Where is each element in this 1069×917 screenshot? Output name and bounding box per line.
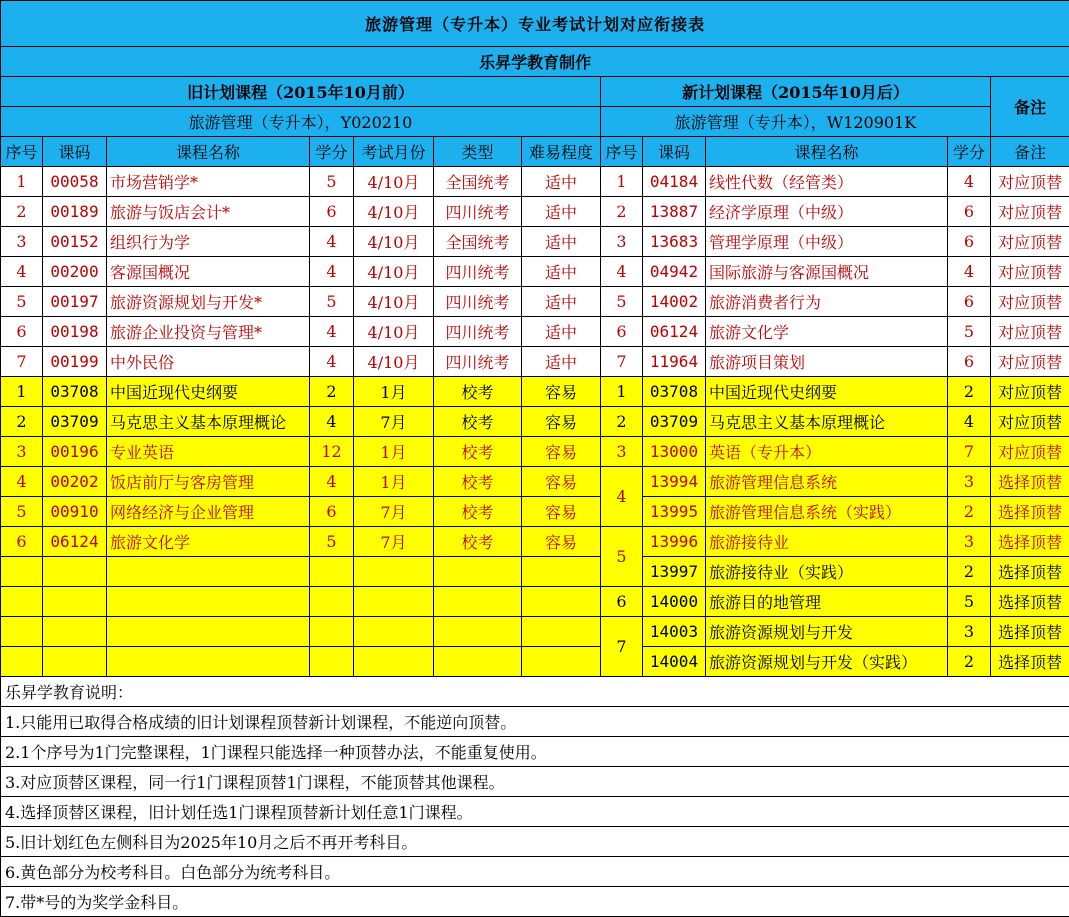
page-subtitle: 乐昇学教育制作 — [1, 47, 1069, 77]
old-code: 00200 — [43, 257, 107, 287]
old-seq — [1, 617, 43, 647]
table-row — [1, 617, 1069, 647]
note-row — [1, 797, 1069, 827]
old-credits — [310, 557, 354, 587]
new-code: 13997 — [643, 557, 706, 587]
old-course-name: 旅游企业投资与管理* — [107, 317, 310, 347]
remark-cell: 选择顶替 — [991, 467, 1069, 497]
new-seq: 4 — [601, 467, 643, 527]
old-code — [43, 617, 107, 647]
remark-cell: 选择顶替 — [991, 497, 1069, 527]
old-code — [43, 557, 107, 587]
old-exam-month — [354, 587, 434, 617]
old-seq: 5 — [1, 497, 43, 527]
old-type: 校考 — [434, 467, 522, 497]
old-seq — [1, 557, 43, 587]
old-code: 00197 — [43, 287, 107, 317]
old-credits: 12 — [310, 437, 354, 467]
new-credits: 6 — [948, 287, 991, 317]
old-seq: 4 — [1, 257, 43, 287]
old-course-name: 中外民俗 — [107, 347, 310, 377]
old-type: 校考 — [434, 497, 522, 527]
table-row — [1, 407, 1069, 437]
old-code — [43, 647, 107, 677]
old-code: 00189 — [43, 197, 107, 227]
table-row — [1, 257, 1069, 287]
note-row — [1, 887, 1069, 917]
note-item: 4.选择顶替区课程，旧计划任选1门课程顶替新计划任意1门课程。 — [1, 797, 1069, 827]
old-seq: 6 — [1, 317, 43, 347]
new-code: 13000 — [643, 437, 706, 467]
old-course-name: 旅游资源规划与开发* — [107, 287, 310, 317]
new-course-name: 旅游文化学 — [706, 317, 948, 347]
old-exam-month: 4/10月 — [354, 257, 434, 287]
old-exam-month — [354, 647, 434, 677]
old-credits: 4 — [310, 317, 354, 347]
note-item: 3.对应顶替区课程，同一行1门课程顶替1门课程，不能顶替其他课程。 — [1, 767, 1069, 797]
old-type: 四川统考 — [434, 347, 522, 377]
old-exam-month: 7月 — [354, 527, 434, 557]
old-difficulty: 适中 — [522, 167, 601, 197]
old-difficulty: 适中 — [522, 197, 601, 227]
old-seq: 4 — [1, 467, 43, 497]
table-row — [1, 347, 1069, 377]
old-credits: 5 — [310, 167, 354, 197]
note-item: 7.带*号的为奖学金科目。 — [1, 887, 1069, 917]
old-credits: 6 — [310, 197, 354, 227]
table-row — [1, 377, 1069, 407]
old-plan-header: 旧计划课程（2015年10月前） — [1, 77, 601, 107]
old-type: 校考 — [434, 527, 522, 557]
new-plan-header: 新计划课程（2015年10月后） — [601, 77, 991, 107]
new-code: 04184 — [643, 167, 706, 197]
old-exam-month: 4/10月 — [354, 167, 434, 197]
col-header: 序号 — [601, 137, 643, 167]
new-course-name: 旅游管理信息系统 — [706, 467, 948, 497]
new-course-name: 中国近现代史纲要 — [706, 377, 948, 407]
old-seq: 1 — [1, 377, 43, 407]
old-type: 全国统考 — [434, 227, 522, 257]
new-course-name: 旅游接待业 — [706, 527, 948, 557]
old-exam-month: 1月 — [354, 377, 434, 407]
old-code: 00199 — [43, 347, 107, 377]
old-code: 00152 — [43, 227, 107, 257]
new-course-name: 旅游管理信息系统（实践） — [706, 497, 948, 527]
note-row — [1, 707, 1069, 737]
note-row — [1, 767, 1069, 797]
col-header: 课码 — [43, 137, 107, 167]
old-exam-month: 4/10月 — [354, 347, 434, 377]
new-credits: 2 — [948, 557, 991, 587]
new-code: 11964 — [643, 347, 706, 377]
old-exam-month: 1月 — [354, 467, 434, 497]
old-type: 校考 — [434, 437, 522, 467]
old-code: 00058 — [43, 167, 107, 197]
old-difficulty: 适中 — [522, 257, 601, 287]
table-row — [1, 317, 1069, 347]
col-header: 课程名称 — [107, 137, 310, 167]
remark-cell: 对应顶替 — [991, 437, 1069, 467]
new-credits: 4 — [948, 407, 991, 437]
new-code: 14002 — [643, 287, 706, 317]
new-credits: 2 — [948, 647, 991, 677]
old-difficulty — [522, 587, 601, 617]
old-type — [434, 617, 522, 647]
old-difficulty — [522, 557, 601, 587]
table-row — [1, 557, 1069, 587]
new-credits: 3 — [948, 467, 991, 497]
note-row — [1, 857, 1069, 887]
new-course-name: 旅游资源规划与开发 — [706, 617, 948, 647]
new-seq: 1 — [601, 377, 643, 407]
old-exam-month — [354, 557, 434, 587]
new-code: 13683 — [643, 227, 706, 257]
new-course-name: 英语（专升本） — [706, 437, 948, 467]
old-code: 00196 — [43, 437, 107, 467]
col-header: 类型 — [434, 137, 522, 167]
old-difficulty: 容易 — [522, 377, 601, 407]
table-row — [1, 587, 1069, 617]
new-seq: 7 — [601, 617, 643, 677]
old-seq: 3 — [1, 227, 43, 257]
new-code: 14000 — [643, 587, 706, 617]
old-credits — [310, 617, 354, 647]
new-course-name: 旅游资源规划与开发（实践） — [706, 647, 948, 677]
new-seq: 3 — [601, 227, 643, 257]
old-code: 03708 — [43, 377, 107, 407]
old-seq: 1 — [1, 167, 43, 197]
new-credits: 6 — [948, 347, 991, 377]
old-course-name — [107, 617, 310, 647]
new-code: 04942 — [643, 257, 706, 287]
new-code: 03708 — [643, 377, 706, 407]
old-type: 四川统考 — [434, 317, 522, 347]
col-header: 课码 — [643, 137, 706, 167]
old-credits: 5 — [310, 287, 354, 317]
col-header: 考试月份 — [354, 137, 434, 167]
old-seq — [1, 587, 43, 617]
new-seq: 2 — [601, 197, 643, 227]
new-code: 14004 — [643, 647, 706, 677]
table-row — [1, 467, 1069, 497]
remark-cell: 对应顶替 — [991, 227, 1069, 257]
old-difficulty: 容易 — [522, 437, 601, 467]
old-exam-month: 7月 — [354, 497, 434, 527]
old-difficulty: 容易 — [522, 407, 601, 437]
old-type — [434, 647, 522, 677]
old-code: 00198 — [43, 317, 107, 347]
table-row — [1, 437, 1069, 467]
new-credits: 5 — [948, 317, 991, 347]
old-difficulty: 容易 — [522, 527, 601, 557]
old-exam-month: 4/10月 — [354, 317, 434, 347]
new-major: 旅游管理（专升本），W120901K — [601, 107, 991, 137]
old-seq — [1, 647, 43, 677]
remark-cell: 对应顶替 — [991, 167, 1069, 197]
old-code — [43, 587, 107, 617]
new-seq: 5 — [601, 527, 643, 587]
table-row — [1, 197, 1069, 227]
new-credits: 3 — [948, 617, 991, 647]
new-code: 13887 — [643, 197, 706, 227]
table-row — [1, 167, 1069, 197]
old-difficulty: 适中 — [522, 317, 601, 347]
old-seq: 6 — [1, 527, 43, 557]
col-header: 备注 — [991, 137, 1069, 167]
remark-header: 备注 — [991, 77, 1069, 137]
note-item: 1.只能用已取得合格成绩的旧计划课程顶替新计划课程，不能逆向顶替。 — [1, 707, 1069, 737]
remark-cell: 选择顶替 — [991, 647, 1069, 677]
new-course-name: 管理学原理（中级） — [706, 227, 948, 257]
old-course-name: 网络经济与企业管理 — [107, 497, 310, 527]
old-difficulty: 适中 — [522, 287, 601, 317]
remark-cell: 对应顶替 — [991, 287, 1069, 317]
old-exam-month: 4/10月 — [354, 287, 434, 317]
old-course-name: 市场营销学* — [107, 167, 310, 197]
old-credits: 4 — [310, 227, 354, 257]
col-header: 序号 — [1, 137, 43, 167]
old-seq: 5 — [1, 287, 43, 317]
old-seq: 2 — [1, 197, 43, 227]
remark-cell: 对应顶替 — [991, 317, 1069, 347]
old-seq: 2 — [1, 407, 43, 437]
column-header-row — [1, 137, 1069, 167]
old-code: 00202 — [43, 467, 107, 497]
old-course-name: 饭店前厅与客房管理 — [107, 467, 310, 497]
new-seq: 2 — [601, 407, 643, 437]
note-row — [1, 737, 1069, 767]
old-seq: 3 — [1, 437, 43, 467]
old-major: 旅游管理（专升本），Y020210 — [1, 107, 601, 137]
note-row — [1, 827, 1069, 857]
old-course-name: 客源国概况 — [107, 257, 310, 287]
col-header: 学分 — [948, 137, 991, 167]
old-difficulty: 容易 — [522, 497, 601, 527]
new-course-name: 经济学原理（中级） — [706, 197, 948, 227]
new-seq: 3 — [601, 437, 643, 467]
new-code: 13994 — [643, 467, 706, 497]
old-course-name: 专业英语 — [107, 437, 310, 467]
new-credits: 6 — [948, 227, 991, 257]
old-course-name — [107, 557, 310, 587]
old-type: 全国统考 — [434, 167, 522, 197]
old-difficulty — [522, 647, 601, 677]
new-course-name: 马克思主义基本原理概论 — [706, 407, 948, 437]
old-course-name: 中国近现代史纲要 — [107, 377, 310, 407]
old-type: 校考 — [434, 407, 522, 437]
new-seq: 4 — [601, 257, 643, 287]
col-header: 难易程度 — [522, 137, 601, 167]
old-seq: 7 — [1, 347, 43, 377]
old-code: 03709 — [43, 407, 107, 437]
new-credits: 4 — [948, 257, 991, 287]
new-course-name: 旅游接待业（实践） — [706, 557, 948, 587]
new-code: 14003 — [643, 617, 706, 647]
remark-cell: 选择顶替 — [991, 587, 1069, 617]
old-credits — [310, 647, 354, 677]
new-course-name: 国际旅游与客源国概况 — [706, 257, 948, 287]
new-credits: 2 — [948, 377, 991, 407]
old-credits: 5 — [310, 527, 354, 557]
old-type — [434, 587, 522, 617]
old-course-name — [107, 587, 310, 617]
old-credits — [310, 587, 354, 617]
new-credits: 7 — [948, 437, 991, 467]
old-code: 06124 — [43, 527, 107, 557]
new-course-name: 旅游消费者行为 — [706, 287, 948, 317]
col-header: 课程名称 — [706, 137, 948, 167]
old-difficulty: 适中 — [522, 227, 601, 257]
new-credits: 2 — [948, 497, 991, 527]
table-row — [1, 647, 1069, 677]
table-row — [1, 227, 1069, 257]
old-difficulty: 容易 — [522, 467, 601, 497]
new-course-name: 线性代数（经管类） — [706, 167, 948, 197]
remark-cell: 选择顶替 — [991, 557, 1069, 587]
old-course-name — [107, 647, 310, 677]
new-seq: 6 — [601, 587, 643, 617]
new-credits: 4 — [948, 167, 991, 197]
remark-cell: 对应顶替 — [991, 377, 1069, 407]
old-exam-month: 7月 — [354, 407, 434, 437]
old-course-name: 马克思主义基本原理概论 — [107, 407, 310, 437]
note-item: 2.1个序号为1门完整课程，1门课程只能选择一种顶替办法，不能重复使用。 — [1, 737, 1069, 767]
new-seq: 7 — [601, 347, 643, 377]
old-type: 四川统考 — [434, 257, 522, 287]
note-row — [1, 677, 1069, 707]
old-exam-month: 1月 — [354, 437, 434, 467]
remark-cell: 选择顶替 — [991, 617, 1069, 647]
remark-cell: 对应顶替 — [991, 347, 1069, 377]
new-code: 13995 — [643, 497, 706, 527]
old-type — [434, 557, 522, 587]
old-credits: 4 — [310, 257, 354, 287]
note-item: 6.黄色部分为校考科目。白色部分为统考科目。 — [1, 857, 1069, 887]
col-header: 学分 — [310, 137, 354, 167]
remark-cell: 对应顶替 — [991, 197, 1069, 227]
new-seq: 5 — [601, 287, 643, 317]
old-credits: 4 — [310, 407, 354, 437]
remark-cell: 对应顶替 — [991, 257, 1069, 287]
table-row — [1, 527, 1069, 557]
new-code: 06124 — [643, 317, 706, 347]
old-course-name: 旅游文化学 — [107, 527, 310, 557]
note-item: 5.旧计划红色左侧科目为2025年10月之后不再开考科目。 — [1, 827, 1069, 857]
remark-cell: 选择顶替 — [991, 527, 1069, 557]
new-credits: 5 — [948, 587, 991, 617]
old-type: 校考 — [434, 377, 522, 407]
table-row — [1, 287, 1069, 317]
table-row — [1, 497, 1069, 527]
new-course-name: 旅游目的地管理 — [706, 587, 948, 617]
old-exam-month: 4/10月 — [354, 197, 434, 227]
new-code: 13996 — [643, 527, 706, 557]
old-course-name: 旅游与饭店会计* — [107, 197, 310, 227]
remark-cell: 对应顶替 — [991, 407, 1069, 437]
page-title: 旅游管理（专升本）专业考试计划对应衔接表 — [1, 1, 1069, 47]
old-course-name: 组织行为学 — [107, 227, 310, 257]
old-exam-month: 4/10月 — [354, 227, 434, 257]
old-difficulty: 适中 — [522, 347, 601, 377]
old-credits: 6 — [310, 497, 354, 527]
notes-heading: 乐昇学教育说明： — [1, 677, 1069, 707]
old-credits: 2 — [310, 377, 354, 407]
old-type: 四川统考 — [434, 197, 522, 227]
old-difficulty — [522, 617, 601, 647]
old-credits: 4 — [310, 347, 354, 377]
new-course-name: 旅游项目策划 — [706, 347, 948, 377]
new-code: 03709 — [643, 407, 706, 437]
old-exam-month — [354, 617, 434, 647]
new-seq: 6 — [601, 317, 643, 347]
new-credits: 3 — [948, 527, 991, 557]
new-seq: 1 — [601, 167, 643, 197]
old-code: 00910 — [43, 497, 107, 527]
old-type: 四川统考 — [434, 287, 522, 317]
new-credits: 6 — [948, 197, 991, 227]
old-credits: 4 — [310, 467, 354, 497]
